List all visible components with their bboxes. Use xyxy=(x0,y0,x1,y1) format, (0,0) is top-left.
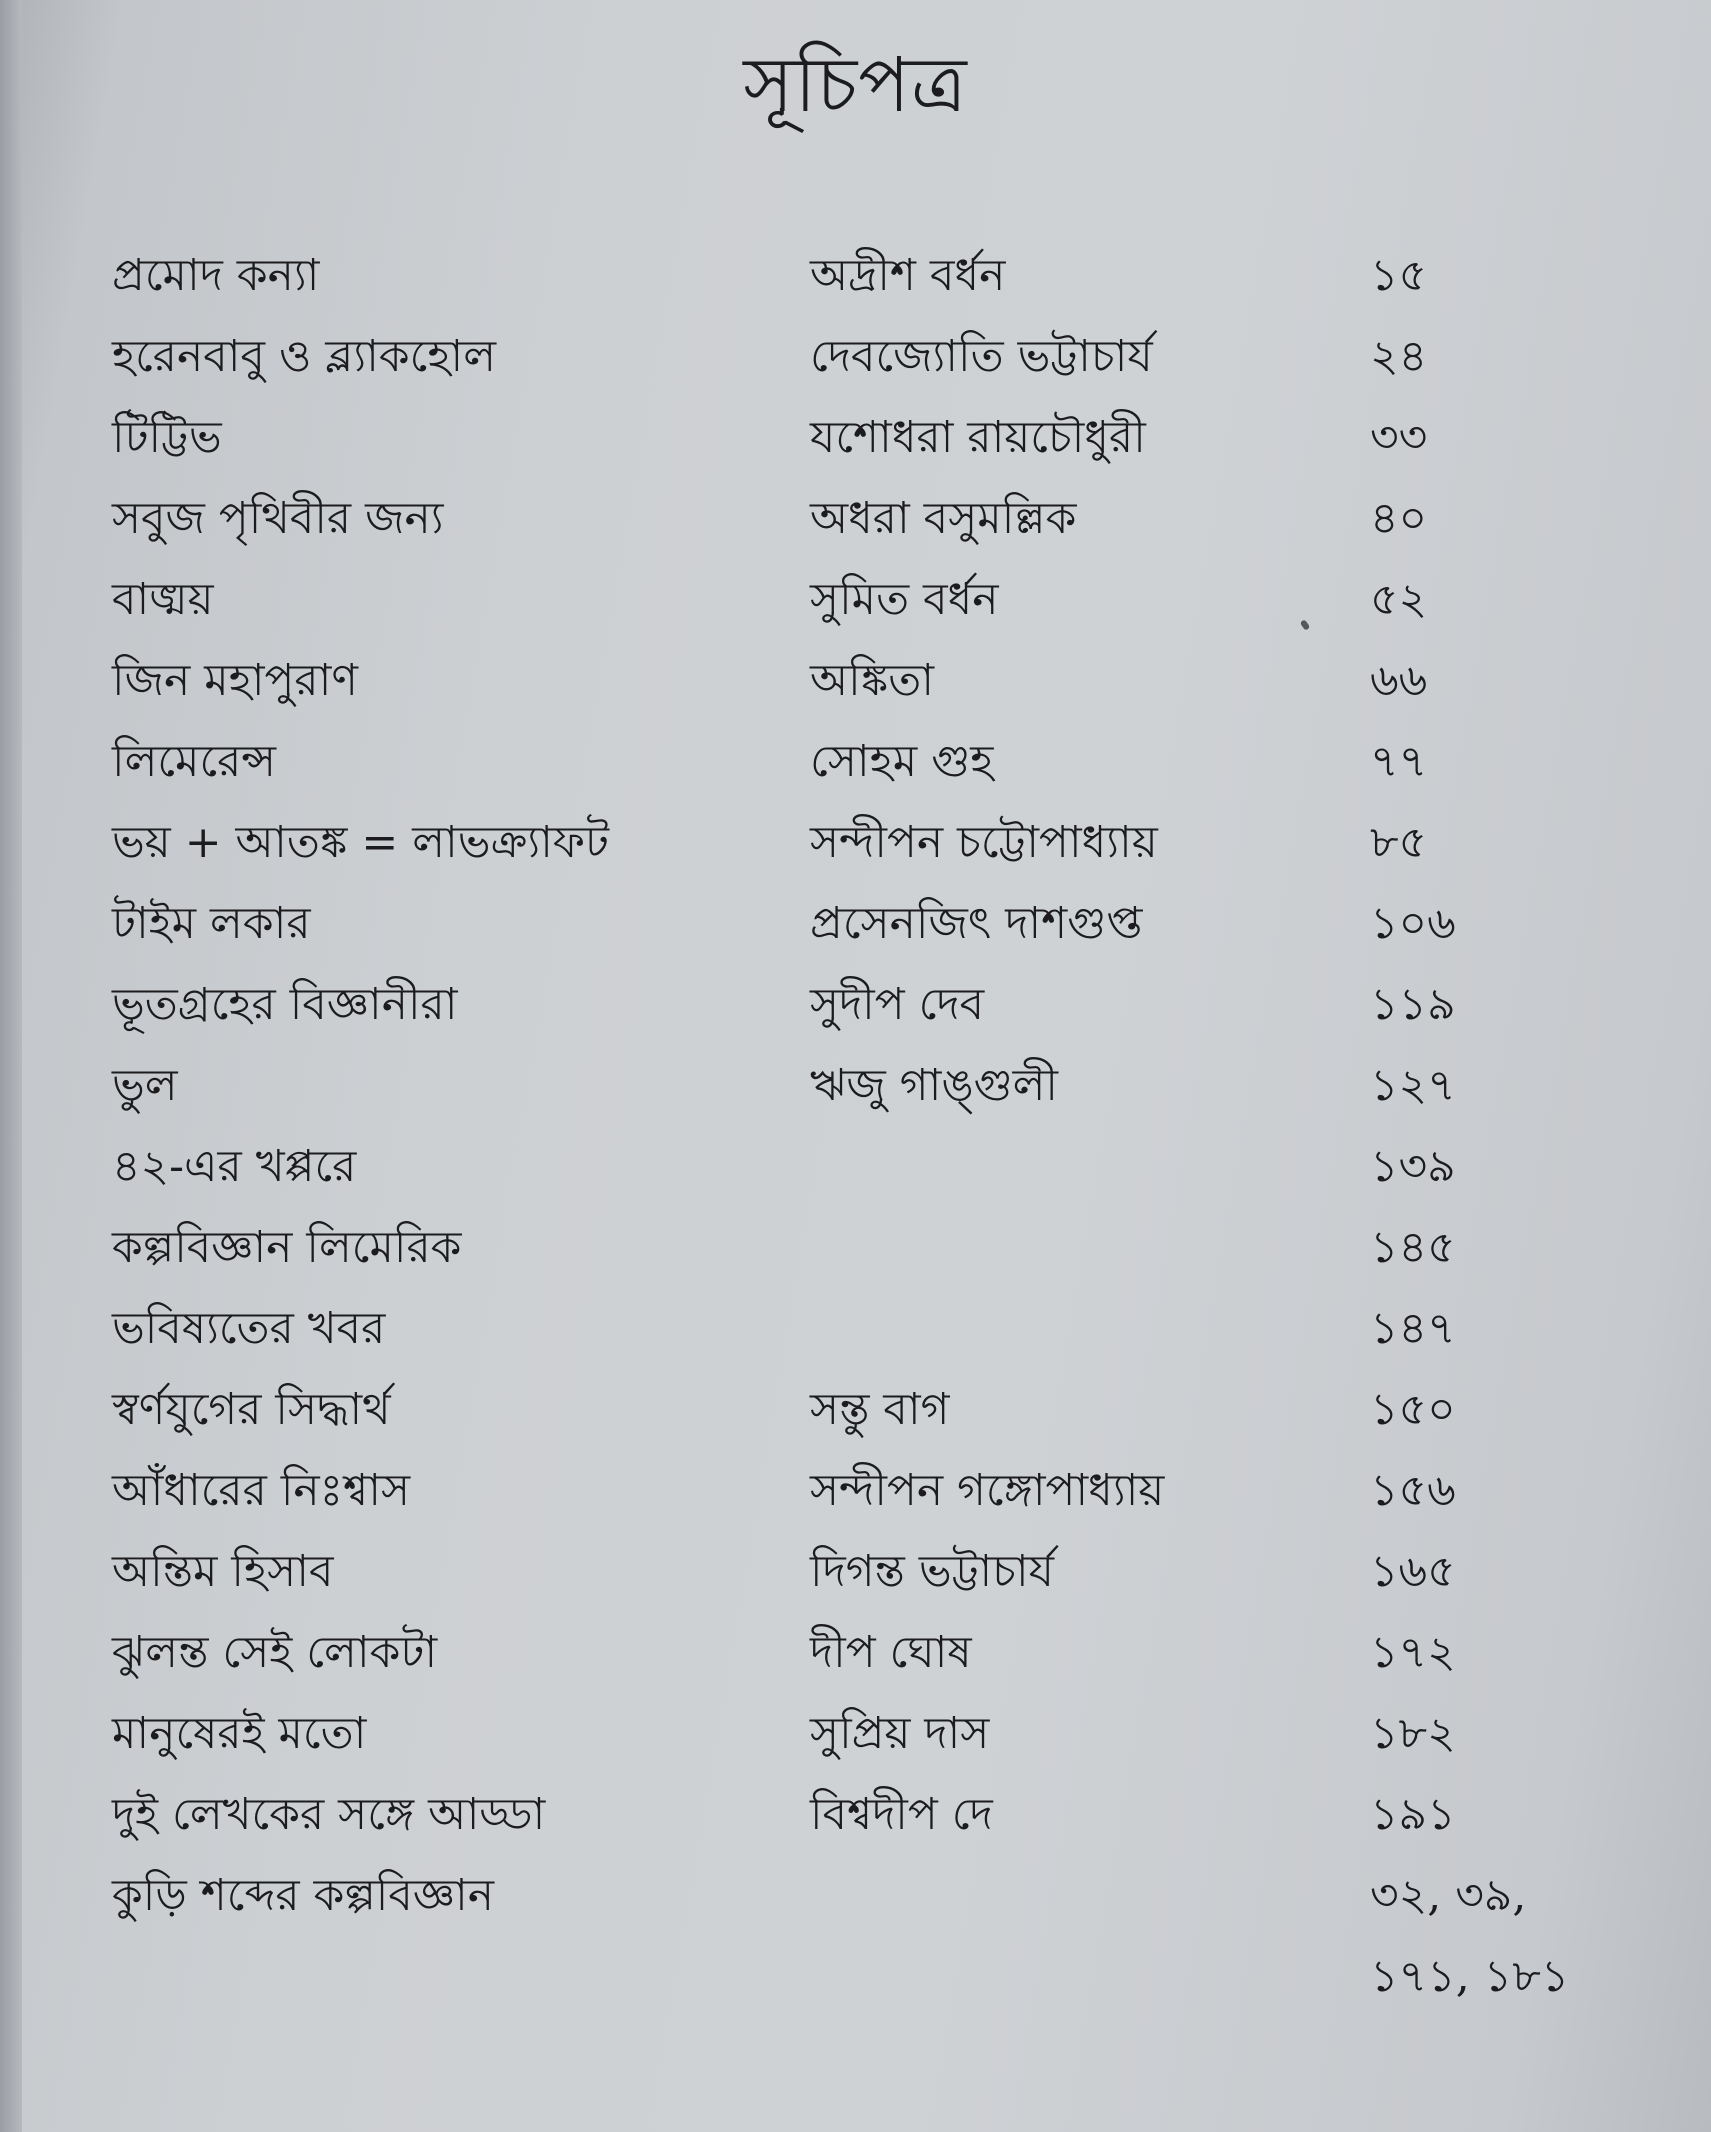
entry-title: কুড়ি শব্দের কল্পবিজ্ঞান xyxy=(112,1870,494,1921)
entry-title: লিমেরেন্স xyxy=(112,736,276,787)
entry-page-number: ১৬৫ xyxy=(1370,1546,1456,1597)
toc-entry xyxy=(0,1693,1711,1774)
entry-page-number: ৩২, ৩৯, xyxy=(1370,1870,1527,1921)
entry-author: সন্তু বাগ xyxy=(810,1384,950,1435)
entry-page-number: ১১৯ xyxy=(1370,979,1456,1030)
entry-title: স্বর্ণযুগের সিদ্ধার্থ xyxy=(112,1384,391,1435)
entry-title: ভুল xyxy=(112,1060,178,1111)
toc-entry xyxy=(0,1612,1711,1693)
toc-entry xyxy=(0,1936,1711,2017)
entry-page-number: ১০৬ xyxy=(1370,898,1456,949)
entry-author: সন্দীপন চট্টোপাধ্যায় xyxy=(810,817,1158,868)
entry-title: জিন মহাপুরাণ xyxy=(112,655,358,706)
entry-author: যশোধরা রায়চৌধুরী xyxy=(810,412,1146,463)
entry-title: হরেনবাবু ও ব্ল্যাকহোল xyxy=(112,331,496,382)
entry-title: টাইম লকার xyxy=(112,898,311,949)
entry-author: বিশ্বদীপ দে xyxy=(810,1789,993,1840)
toc-entry xyxy=(0,478,1711,559)
toc-entry xyxy=(0,640,1711,721)
entry-page-number: ২৪ xyxy=(1370,331,1428,382)
entry-author: সন্দীপন গঙ্গোপাধ্যায় xyxy=(810,1465,1165,1516)
toc-entry xyxy=(0,316,1711,397)
entry-title: ভয় + আতঙ্ক = লাভক্র্যাফট xyxy=(112,817,610,868)
entry-page-number: ৩৩ xyxy=(1370,412,1428,463)
entry-author: সোহম গুহ xyxy=(810,736,994,787)
entry-page-number: ৫২ xyxy=(1370,574,1428,625)
toc-entry xyxy=(0,1288,1711,1369)
table-of-contents xyxy=(0,235,1711,2017)
entry-title: অন্তিম হিসাব xyxy=(112,1546,334,1597)
entry-title: ঝুলন্ত সেই লোকটা xyxy=(112,1627,438,1678)
entry-author: অদ্রীশ বর্ধন xyxy=(810,250,1006,301)
entry-author: অধরা বসুমল্লিক xyxy=(810,493,1077,544)
toc-entry xyxy=(0,883,1711,964)
entry-title: ৪২-এর খপ্পরে xyxy=(112,1141,357,1192)
entry-page-number: ৮৫ xyxy=(1370,817,1428,868)
entry-author: প্রসেনজিৎ দাশগুপ্ত xyxy=(810,898,1143,949)
toc-entry xyxy=(0,802,1711,883)
entry-page-number: ১৮২ xyxy=(1370,1708,1456,1759)
entry-title: কল্পবিজ্ঞান লিমেরিক xyxy=(112,1222,462,1273)
entry-title: আঁধারের নিঃশ্বাস xyxy=(112,1465,411,1516)
toc-entry xyxy=(0,1207,1711,1288)
entry-page-number: ১৭২ xyxy=(1370,1627,1456,1678)
entry-page-number: ১৩৯ xyxy=(1370,1141,1456,1192)
toc-entry xyxy=(0,1531,1711,1612)
toc-entry xyxy=(0,1855,1711,1936)
entry-page-number: ১৭১, ১৮১ xyxy=(1370,1951,1570,2002)
toc-entry xyxy=(0,235,1711,316)
entry-author: সুদীপ দেব xyxy=(810,979,985,1030)
toc-entry xyxy=(0,1045,1711,1126)
entry-page-number: ১৯১ xyxy=(1370,1789,1456,1840)
entry-page-number: ১৫০ xyxy=(1370,1384,1456,1435)
entry-author: ঋজু গাঙ্গুলী xyxy=(810,1060,1059,1111)
entry-page-number: ১৪৫ xyxy=(1370,1222,1456,1273)
page-title: সূচিপত্র xyxy=(743,40,968,129)
toc-entry xyxy=(0,1369,1711,1450)
entry-page-number: ১৫৬ xyxy=(1370,1465,1456,1516)
entry-author: দেবজ্যোতি ভট্টাচার্য xyxy=(810,331,1153,382)
toc-entry xyxy=(0,1450,1711,1531)
entry-title: প্রমোদ কন্যা xyxy=(112,250,320,301)
entry-title: সবুজ পৃথিবীর জন্য xyxy=(112,493,444,544)
toc-entry xyxy=(0,1774,1711,1855)
toc-entry xyxy=(0,397,1711,478)
toc-entry xyxy=(0,721,1711,802)
entry-page-number: ১৪৭ xyxy=(1370,1303,1456,1354)
entry-author: সুমিত বর্ধন xyxy=(810,574,999,625)
entry-title: মানুষেরই মতো xyxy=(112,1708,367,1759)
entry-page-number: ৬৬ xyxy=(1370,655,1428,706)
entry-title: দুই লেখকের সঙ্গে আড্ডা xyxy=(112,1789,546,1840)
entry-title: বাঙ্ময় xyxy=(112,574,214,625)
entry-title: টিট্টিভ xyxy=(112,412,222,463)
entry-page-number: ১৫ xyxy=(1370,250,1428,301)
toc-entry xyxy=(0,559,1711,640)
toc-entry xyxy=(0,1126,1711,1207)
entry-page-number: ১২৭ xyxy=(1370,1060,1456,1111)
toc-entry xyxy=(0,964,1711,1045)
entry-page-number: ৭৭ xyxy=(1370,736,1428,787)
entry-title: ভূতগ্রহের বিজ্ঞানীরা xyxy=(112,979,458,1030)
entry-author: সুপ্রিয় দাস xyxy=(810,1708,990,1759)
entry-author: দীপ ঘোষ xyxy=(810,1627,972,1678)
entry-page-number: ৪০ xyxy=(1370,493,1428,544)
entry-title: ভবিষ্যতের খবর xyxy=(112,1303,386,1354)
entry-author: অঙ্কিতা xyxy=(810,655,934,706)
entry-author: দিগন্ত ভট্টাচার্য xyxy=(810,1546,1054,1597)
